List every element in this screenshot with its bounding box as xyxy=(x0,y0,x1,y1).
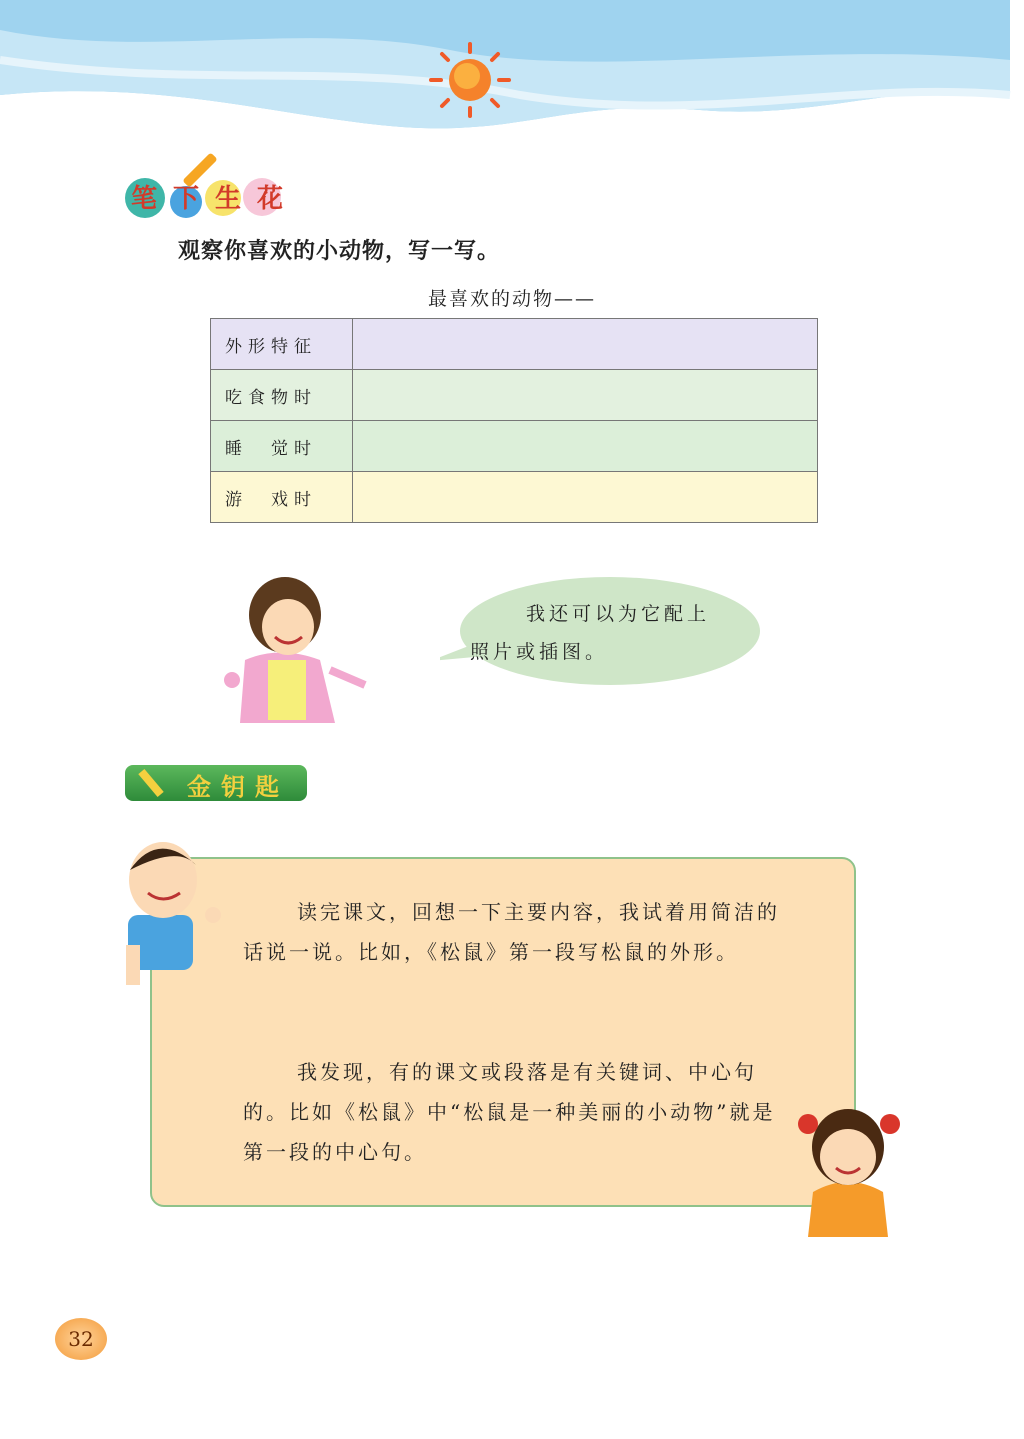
sun-icon xyxy=(425,40,515,120)
table-row: 睡 觉时 xyxy=(211,421,818,472)
exercise-instruction: 观察你喜欢的小动物，写一写。 xyxy=(178,238,501,264)
speech-bubble-text: 我还可以为它配上照片或插图。 xyxy=(470,603,711,663)
answer-cell[interactable] xyxy=(353,472,818,523)
girl-illustration xyxy=(220,575,370,723)
boy-illustration xyxy=(118,835,228,995)
table-row: 吃食物时 xyxy=(211,370,818,421)
girl-pigtails-illustration xyxy=(798,1102,903,1237)
section-logo-golden-key: 金钥匙 xyxy=(125,765,307,801)
observation-table xyxy=(210,318,818,523)
answer-cell[interactable] xyxy=(353,421,818,472)
table-title: 最喜欢的动物—— xyxy=(427,288,596,310)
section-logo-writing: 笔下生花 xyxy=(125,160,285,220)
answer-cell[interactable] xyxy=(353,319,818,370)
tip-paragraph: 读完课文，回想一下主要内容，我试着用简洁的话说一说。比如，《松鼠》第一段写松鼠的外形。 xyxy=(243,900,780,964)
tip-paragraph: 我发现，有的课文或段落是有关键词、中心句的。比如《松鼠》中“松鼠是一种美丽的小动物”就是第一段的中心句。 xyxy=(243,1060,776,1164)
page-number: 32 xyxy=(55,1318,107,1360)
key-icon xyxy=(138,769,163,797)
table-row: 游 戏时 xyxy=(211,472,818,523)
answer-cell[interactable] xyxy=(353,370,818,421)
table-row: 外形特征 xyxy=(211,319,818,370)
